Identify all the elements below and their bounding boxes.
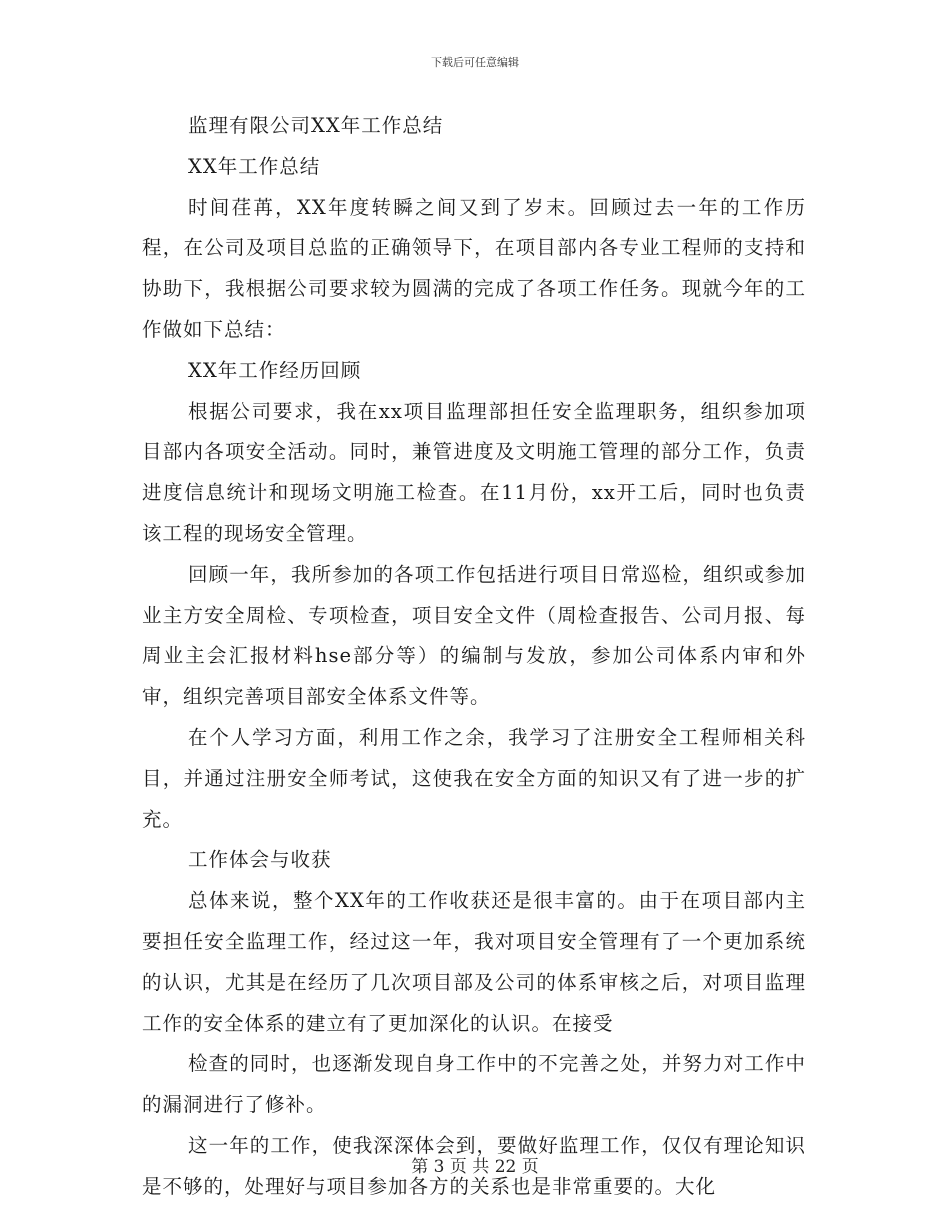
page-number-footer: 第 3 页 共 22 页 (411, 1157, 539, 1177)
paragraph-intro: 时间荏苒，XX年度转瞬之间又到了岁末。回顾过去一年的工作历程，在公司及项目总监的正确领导下，在项目部内各专业工程师的支持和协助下，我根据公司要求较为圆满的完成了各项工作任务。现就今年的工作做如下总结： (142, 195, 806, 341)
paragraph-study: 在个人学习方面，利用工作之余，我学习了注册安全工程师相关科目，并通过注册安全师考试，这使我在安全方面的知识又有了进一步的扩充。 (142, 725, 806, 831)
section-heading-gains: 工作体会与收获 (188, 848, 332, 872)
paragraph-inspection: 检查的同时，也逐渐发现自身工作中的不完善之处，并努力对工作中的漏洞进行了修补。 (142, 1052, 806, 1117)
section-heading-review: XX年工作经历回顾 (188, 358, 362, 382)
paragraph-activities: 回顾一年，我所参加的各项工作包括进行项目日常巡检，组织或参加业主方安全周检、专项检查，项目安全文件（周检查报告、公司月报、每周业主会汇报材料hse部分等）的编制与发放，参加公司体系内审和外审，组织完善项目部安全体系文件等。 (142, 562, 806, 709)
paragraph-duties: 根据公司要求，我在xx项目监理部担任安全监理职务，组织参加项目部内各项安全活动。同时，兼管进度及文明施工管理的部分工作，负责进度信息统计和现场文明施工检查。在11月份，xx开工后，同时也负责该工程的现场安全管理。 (142, 399, 806, 545)
document-title: 监理有限公司XX年工作总结 (188, 114, 444, 137)
section-heading-summary: XX年工作总结 (188, 154, 321, 178)
page-header-note: 下载后可任意编辑 (431, 56, 519, 69)
document-body (142, 106, 806, 1208)
paragraph-lessons: 这一年的工作，使我深深体会到，要做好监理工作，仅仅有理论知识是不够的，处理好与项目参加各方的关系也是非常重要的。大化 (142, 1133, 806, 1198)
paragraph-gains: 总体来说，整个XX年的工作收获还是很丰富的。由于在项目部内主要担任安全监理工作，经过这一年，我对项目安全管理有了一个更加系统的认识，尤其是在经历了几次项目部及公司的体系审核之后，对项目监理工作的安全体系的建立有了更加深化的认识。在接受 (142, 889, 806, 1035)
